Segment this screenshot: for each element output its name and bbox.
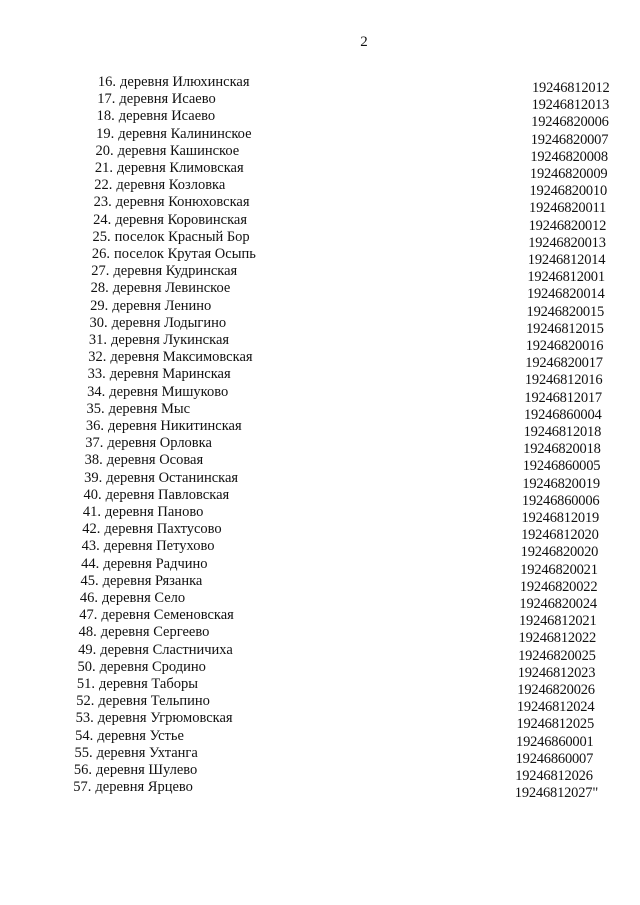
oktmo-code: 19246820026 <box>517 682 595 698</box>
list-item <box>65 727 625 750</box>
oktmo-code: 19246812014 <box>527 252 606 268</box>
list-item <box>74 469 634 492</box>
oktmo-code: 19246812022 <box>518 630 597 647</box>
list-item <box>87 108 640 131</box>
oktmo-code: 19246820024 <box>519 596 597 612</box>
oktmo-code: 19246812021 <box>518 613 597 630</box>
settlement-name: деревня Лукинская <box>111 332 230 348</box>
settlement-name: деревня Кудринская <box>113 263 238 280</box>
list-item <box>72 521 632 544</box>
item-number: 35. <box>86 400 105 417</box>
list-item <box>74 486 634 509</box>
oktmo-code: 19246820014 <box>526 286 605 303</box>
item-number: 56. <box>73 762 92 778</box>
list-item <box>86 142 640 165</box>
item-number: 48. <box>78 624 97 641</box>
oktmo-code: 19246820020 <box>520 544 599 561</box>
list-item <box>77 383 637 406</box>
oktmo-code: 19246812025 <box>516 716 595 733</box>
settlement-name: деревня Радчино <box>103 555 208 572</box>
settlement-name: деревня Пахтусово <box>104 521 222 538</box>
settlement-name: деревня Исаево <box>119 91 216 108</box>
list-item <box>84 177 640 200</box>
item-number: 45. <box>80 572 99 589</box>
item-number: 42. <box>82 521 101 538</box>
oktmo-code: 19246820010 <box>529 183 608 200</box>
oktmo-code: 19246820007 <box>530 131 609 148</box>
item-number: 30. <box>89 314 108 331</box>
list-item <box>65 744 625 767</box>
item-number: 18. <box>96 108 115 125</box>
settlement-name: деревня Кашинское <box>117 142 240 159</box>
oktmo-code: 19246820017 <box>525 355 603 372</box>
list-item <box>82 246 640 268</box>
item-number: 28. <box>90 280 109 297</box>
list-item <box>75 452 635 475</box>
item-number: 27. <box>91 263 110 280</box>
settlement-name: деревня Орловка <box>107 435 212 452</box>
settlement-name: деревня Сергеево <box>100 624 210 641</box>
settlement-name: деревня Илюхинская <box>120 74 250 90</box>
list-item <box>69 607 629 630</box>
item-number: 19. <box>96 125 115 142</box>
settlement-name: деревня Шулево <box>96 762 198 778</box>
oktmo-code: 19246820019 <box>522 475 600 492</box>
oktmo-code: 19246812013 <box>531 97 610 114</box>
list-item <box>88 74 640 96</box>
item-number: 34. <box>87 383 106 400</box>
item-number: 57. <box>73 779 92 796</box>
list-item <box>78 349 638 372</box>
oktmo-code: 19246812015 <box>526 320 604 337</box>
oktmo-code: 19246820009 <box>529 166 608 182</box>
item-number: 52. <box>76 693 95 710</box>
item-number: 54. <box>75 727 94 744</box>
list-item <box>64 762 624 784</box>
item-number: 46. <box>79 590 98 606</box>
oktmo-code: 19246820013 <box>528 234 606 251</box>
settlement-name: деревня Тельпино <box>98 693 210 710</box>
oktmo-code: 19246812017 <box>524 389 602 406</box>
oktmo-code: 19246860007 <box>515 750 594 767</box>
oktmo-code: 19246860004 <box>524 406 602 423</box>
settlement-name: деревня Ярцево <box>95 779 193 796</box>
oktmo-code: 19246860001 <box>516 733 594 750</box>
oktmo-code: 19246820012 <box>528 217 607 234</box>
item-number: 33. <box>87 366 106 383</box>
oktmo-code: 19246820025 <box>518 647 596 664</box>
oktmo-code: 19246820008 <box>530 148 608 165</box>
item-number: 40. <box>83 486 102 503</box>
list-item <box>69 624 629 647</box>
settlement-name: деревня Калининское <box>118 125 252 142</box>
item-number: 21. <box>94 160 113 176</box>
oktmo-code: 19246812024 <box>516 699 595 716</box>
item-number: 26. <box>91 246 110 262</box>
list-item <box>67 676 627 698</box>
list-item <box>83 228 640 251</box>
settlement-name: деревня Ухтанга <box>96 744 198 761</box>
item-number: 22. <box>94 177 113 194</box>
page-number: 2 <box>360 34 368 50</box>
oktmo-code: 19246860005 <box>522 458 601 475</box>
settlement-name: деревня Никитинская <box>108 418 242 434</box>
oktmo-code: 19246820022 <box>519 578 598 595</box>
item-number: 49. <box>78 641 97 658</box>
list-item <box>83 211 640 234</box>
item-number: 50. <box>77 658 96 675</box>
item-number: 37. <box>85 435 104 452</box>
item-number: 53. <box>75 710 94 727</box>
list-item <box>71 555 631 578</box>
oktmo-code: 19246820006 <box>531 114 609 131</box>
settlement-name: деревня Лодыгино <box>111 314 227 331</box>
settlement-name: деревня Паново <box>105 504 204 520</box>
item-number: 32. <box>88 349 107 366</box>
item-number: 36. <box>85 418 104 434</box>
item-number: 25. <box>92 228 111 245</box>
oktmo-code: 19246820011 <box>529 200 607 217</box>
oktmo-code: 19246812020 <box>521 527 599 544</box>
settlement-name: деревня Климовская <box>117 160 244 176</box>
oktmo-code: 19246812012 <box>532 80 610 96</box>
settlement-name: деревня Павловская <box>105 486 230 503</box>
settlement-name: деревня Осовая <box>106 452 204 469</box>
list-item <box>86 125 640 148</box>
item-number: 41. <box>82 504 101 520</box>
list-item <box>63 779 623 802</box>
item-number: 43. <box>81 538 100 555</box>
list-item <box>81 280 640 303</box>
settlement-name: деревня Левинское <box>112 280 231 297</box>
oktmo-code: 19246820018 <box>523 441 601 458</box>
settlement-name: деревня Ленино <box>112 297 212 314</box>
settlement-name: деревня Таборы <box>99 676 198 692</box>
settlement-name: деревня Мыс <box>108 400 191 417</box>
settlement-name: деревня Сластничиха <box>100 641 233 658</box>
settlement-name: деревня Останинская <box>106 469 239 486</box>
item-number: 29. <box>90 297 109 314</box>
list-item <box>68 641 628 664</box>
settlement-name: деревня Петухово <box>103 538 215 555</box>
settlement-name: деревня Угрюмовская <box>97 710 233 727</box>
list-item <box>81 263 640 286</box>
item-number: 39. <box>84 469 103 486</box>
item-number: 17. <box>97 91 116 108</box>
oktmo-code: 19246812023 <box>517 664 596 681</box>
list-item <box>85 160 640 182</box>
item-number: 47. <box>79 607 98 624</box>
list-item <box>70 590 630 612</box>
settlement-name: деревня Максимовская <box>110 349 253 366</box>
item-number: 38. <box>84 452 103 469</box>
settlement-name: деревня Семеновская <box>101 607 234 624</box>
item-number: 55. <box>74 744 93 761</box>
oktmo-code: 19246812019 <box>521 510 600 526</box>
settlement-name: поселок Красный Бор <box>114 228 250 245</box>
oktmo-code: 19246812001 <box>527 269 605 286</box>
settlement-name: деревня Рязанка <box>102 572 203 589</box>
list-item <box>72 538 632 561</box>
item-number: 20. <box>95 142 114 159</box>
list-item <box>79 332 639 354</box>
list-item <box>71 572 631 595</box>
list-item <box>75 435 635 458</box>
oktmo-code: 19246812027" <box>514 785 599 802</box>
item-number: 31. <box>88 332 107 348</box>
oktmo-code: 19246812026 <box>515 768 593 784</box>
item-number: 44. <box>81 555 100 572</box>
list-item <box>66 710 626 733</box>
list-item <box>84 194 640 217</box>
oktmo-code: 19246812016 <box>524 372 603 389</box>
item-number: 51. <box>76 676 95 692</box>
settlement-name: деревня Устье <box>97 727 184 744</box>
list-item <box>77 400 637 423</box>
settlement-name: деревня Коровинская <box>115 211 248 228</box>
list-item <box>73 504 633 526</box>
item-number: 16. <box>97 74 116 90</box>
list-item <box>80 314 640 337</box>
settlement-name: деревня Мишуково <box>109 383 229 400</box>
list-item <box>68 658 628 681</box>
oktmo-code: 19246820015 <box>526 303 605 320</box>
oktmo-code: 19246820021 <box>520 561 598 578</box>
settlement-name: деревня Исаево <box>118 108 216 125</box>
oktmo-code: 19246820016 <box>525 338 604 354</box>
settlement-name: деревня Козловка <box>116 177 226 194</box>
settlement-name: деревня Село <box>102 590 186 606</box>
list-item <box>76 418 636 440</box>
settlement-name: поселок Крутая Осыпь <box>114 246 256 262</box>
oktmo-code: 19246812018 <box>523 424 602 440</box>
item-number: 23. <box>93 194 112 211</box>
oktmo-code: 19246860006 <box>521 492 600 509</box>
item-number: 24. <box>93 211 112 228</box>
list-item <box>87 91 640 114</box>
list-item <box>78 366 638 389</box>
list-item <box>80 297 640 320</box>
list-item <box>66 693 626 716</box>
settlement-name: деревня Сродино <box>99 658 206 675</box>
settlement-name: деревня Конюховская <box>115 194 250 211</box>
settlement-name: деревня Маринская <box>109 366 231 383</box>
